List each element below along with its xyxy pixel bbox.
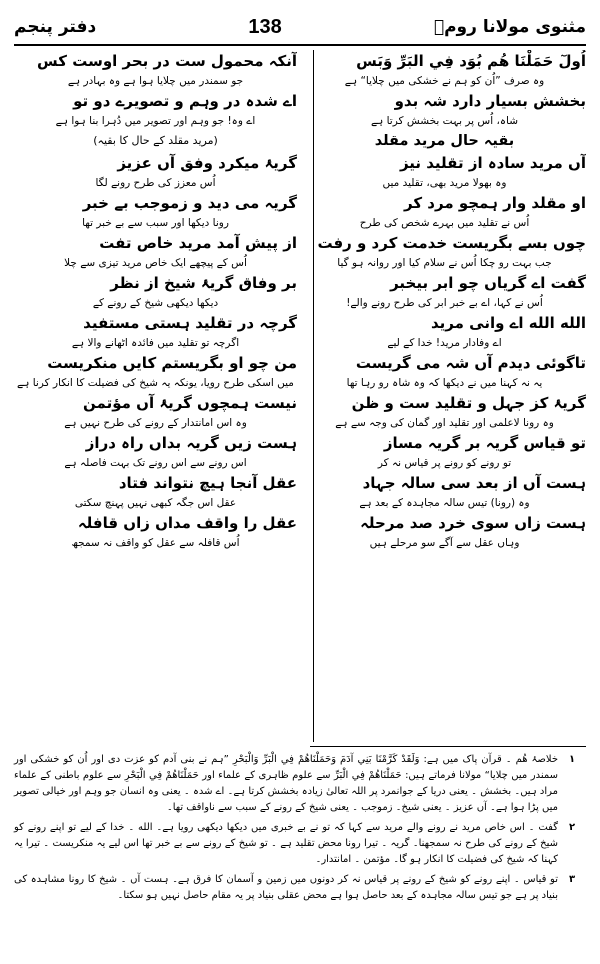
footnote-number: ۲ <box>568 822 576 833</box>
right-translation-line: اُس نے تقلید میں بہرے شخص کی طرح <box>359 217 530 229</box>
right-verse-line: اُولٓ حَمَلْنَا هُم بُوَد فِي البَرِّ وَبَس <box>356 52 586 70</box>
right-verse-line: ہست زاں سوی خرد صد مرحلہ <box>360 514 586 532</box>
right-section-heading: بقیہ حال مرید مقلد <box>374 133 515 149</box>
right-translation-line: اے وفادار مرید! خدا کے لیے <box>387 337 502 349</box>
right-column <box>303 50 586 552</box>
left-translation-line: اُس معزز کی طرح رونے لگا <box>95 177 216 189</box>
left-translation-line: وہ اس امانتدار کے رونے کی طرح نہیں ہے <box>64 417 247 429</box>
right-verse-line: تاگوئی دیدم آں شہ می گریست <box>355 354 586 372</box>
right-translation-line: وہ بھولا مرید بھی، تقلید میں <box>382 177 507 189</box>
footnotes <box>14 752 586 958</box>
footnote-number: ۳ <box>568 874 576 885</box>
left-translation-line: اگرچہ تو تقلید میں فائدہ اٹھانے والا ہے <box>71 337 240 349</box>
right-translation-line: اُس نے کہا، اے بے خبر ابر کی طرح رونے والے! <box>346 297 543 309</box>
left-translation-line: رونا دیکھا اور سبب سے بے خبر تھا <box>82 217 229 229</box>
poem-body <box>14 50 586 742</box>
left-verse-line: گرچہ در تقلید ہستی مستفید <box>83 314 297 332</box>
left-verse-line: من چو او بگریستم کایں منکریست <box>47 354 297 372</box>
right-translation-line: شاہ، اُس پر بہت بخشش کرتا ہے <box>370 115 519 127</box>
right-translation-line: تو رونے کو رونے پر قیاس نہ کر <box>377 457 512 469</box>
footnote-item <box>14 752 586 816</box>
footnote-rule <box>310 746 586 747</box>
right-translation-line: یہ نہ کہنا میں نے دیکھا کہ وہ شاہ رو رہا تھا <box>346 377 543 389</box>
left-verse-line: آنکہ محمول ست در بحر اوست کس <box>37 52 297 70</box>
right-verse-line: آں مرید سادہ از تقلید نیز <box>399 154 586 172</box>
footnote-number: ۱ <box>568 754 576 765</box>
left-verse-line: نیست ہمچوں گریۂ آں مؤتمن <box>83 394 297 412</box>
left-verse-line: گریہ می دید و زموجب بے خبر <box>82 194 297 212</box>
left-verse-line: گریۂ میکرد وفق آں عزیز <box>117 154 297 172</box>
column-divider <box>313 50 314 742</box>
page-header <box>14 10 586 46</box>
left-verse-line: عقل آنجا ہیچ نتواند فتاد <box>118 474 297 492</box>
volume-title: دفتر پنجم <box>14 17 97 37</box>
right-verse-line: او مقلد وار ہمچو مرد کر <box>404 194 586 212</box>
left-section-heading: (مرید مقلد کے حال کا بقیہ) <box>93 134 218 147</box>
right-translation-line: جب بہت رو چکا اُس نے سلام کیا اور روانہ ہو گیا <box>337 257 552 269</box>
right-verse-line: ہست آں از بعد سی سالہ جہاد <box>362 474 586 492</box>
left-translation-line: عقل اس جگہ کبھی نہیں پہنچ سکتی <box>74 497 237 509</box>
footnote-text: تو قیاس ۔ اپنے رونے کو شیخ کے رونے پر قیاس نہ کر دونوں میں زمین و آسمان کا فرق ہے۔ ہست آں ۔ شیخ کا رونا مشاہدہ کی بنیاد پر ہے جو تیس سالہ مجاہدہ کے بعد حاصل ہوا ہے محض عقلی بنیاد پر یہ مقام حاصل نہیں ہو سکتا۔ <box>14 874 558 901</box>
left-translation-line: اُس کے پیچھے ایک خاص مرید تیزی سے چلا <box>64 257 247 269</box>
left-verse-line: بر وفاق گریۂ شیخ از نظر <box>110 274 297 292</box>
left-column <box>14 50 297 552</box>
left-verse-line: اے شدہ در وہم و تصویرے دو تو <box>73 92 297 110</box>
right-translation-line: وہاں عقل سے آگے سو مرحلے ہیں <box>369 537 520 549</box>
left-translation-line: اس رونے سے اس رونے تک بہت فاصلہ ہے <box>64 457 247 469</box>
right-verse-line: الله الله اے وانی مرید <box>431 314 586 332</box>
left-verse-line: عقل را واقف مداں زاں قافلہ <box>77 514 297 532</box>
footnote-text: خلاصۂ ھُم ۔ قرآن پاک میں ہے: وَلَقَدْ كَرَّمْنَا بَنِي آدَمَ وَحَمَلْنَاهُمْ فِي الْبَرِّ وَالْبَحْرِ ”ہم نے بنی آدم کو عزت دی اور اُن کو خشکی اور سمندر میں چلایا“ مولانا فرماتے ہیں: حَمَلْنَاهُمْ فِي الْبَرِّ سے علوم ظاہری کے علماء اور حَمَلْنَاهُمْ فِي الْبَحْرِ سے علوم باطنی کے علماء مراد ہیں۔ بخشش ۔ یعنی دریا کے جوانمرد پر اللہ تعالیٰ زیادہ بخشش کرتا ہے۔ اے شدہ ۔ یعنی وہ انسان جو وہم اور خیالی تصویر میں پڑا ہوا ہے۔ آں عزیز ۔ یعنی شیخ۔ زموجب ۔ یعنی شیخ کے رونے کے سبب سے ناواقف تھا۔ <box>14 754 558 813</box>
right-verse-line: تو قیاس گریہ بر گریہ مساز <box>383 434 586 452</box>
right-verse-line: گفت اے گریاں چو ابر بیخبر <box>390 274 586 292</box>
left-translation-line: میں اسکی طرح رویا، یونکہ یہ شیخ کی فضیلت کا انکار کرنا ہے <box>17 377 294 389</box>
left-translation-line: دیکھا دیکھی شیخ کے رونے کے <box>92 297 219 309</box>
left-translation-line: اے وہ! جو وہم اور تصویر میں دُہرا بنا ہوا ہے <box>55 115 256 127</box>
footnote-item <box>14 872 586 904</box>
left-verse-line: از پیش آمد مرید خاص تفت <box>99 234 297 252</box>
right-translation-line: وہ (رونا) تیس سالہ مجاہدہ کے بعد ہے <box>359 497 530 509</box>
book-title: مثنوی مولانا رومؒ <box>433 17 586 37</box>
left-translation-line: اُس قافلہ سے عقل کو واقف نہ سمجھ <box>71 537 240 549</box>
right-verse-line: بخشش بسیار دارد شہ بدو <box>394 92 586 110</box>
right-verse-line: چوں بسے بگریست خدمت کرد و رفت <box>317 234 586 252</box>
right-translation-line: وہ صرف ”اُن کو ہم نے خشکی میں چلایا“ ہے <box>344 75 545 87</box>
footnote-text: گفت ۔ اس خاص مرید نے رونے والے مرید سے کہا کہ تو نے بے خبری میں دیکھا دیکھی رویا ہے۔ الله ۔ خدا کے لیے تو اپنے رونے کو شیخ کے رونے کی طرح نہ سمجھنا۔ گریہ ۔ تیرا رونا محض تقلید ہے ۔ تو شیخ کے رونے سے بے خبر تھا اس لیے یہ منکریست ۔ تیرا یہ کہنا کہ شیخ کی فضیلت کا انکار ہو گا۔ مؤتمن ۔ امانتدار۔ <box>14 822 558 865</box>
left-verse-line: ہست زیں گریہ بداں راہ دراز <box>85 434 297 452</box>
left-translation-line: جو سمندر میں چلایا ہوا ہے وہ بہادر ہے <box>67 75 244 87</box>
right-verse-line: گریۂ کز جہل و تقلید ست و ظن <box>351 394 586 412</box>
page-number: 138 <box>248 15 282 38</box>
footnote-item <box>14 820 586 868</box>
right-translation-line: وہ رونا لاعلمی اور تقلید اور گمان کی وجہ سے ہے <box>335 417 554 429</box>
